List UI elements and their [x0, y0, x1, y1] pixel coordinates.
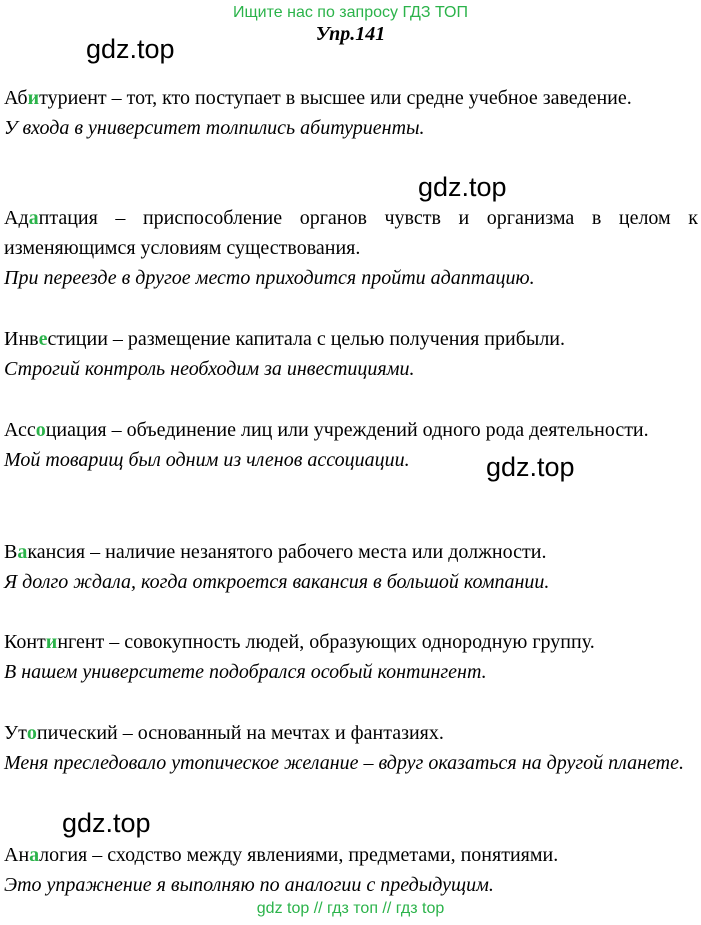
- term: кансия: [27, 541, 86, 563]
- definition: [4, 840, 698, 870]
- top-banner[interactable]: Ищите нас по запросу ГДЗ ТОП: [233, 4, 468, 21]
- entry-analogiya: [4, 840, 698, 900]
- footer-links[interactable]: gdz top // гдз топ // гдз top: [256, 900, 445, 917]
- term: Асс: [4, 419, 36, 441]
- definition-text: – совокупность людей, образующих однородную группу.: [104, 631, 595, 653]
- term: пический: [36, 722, 118, 744]
- watermark: gdz.top: [86, 34, 175, 64]
- stressed-vowel: е: [38, 328, 48, 350]
- term: Аб: [4, 87, 28, 109]
- term: Инв: [4, 328, 39, 350]
- definition: [4, 537, 698, 567]
- example-sentence: Строгий контроль необходим за инвестициями.: [4, 358, 415, 380]
- watermark: gdz.top: [62, 808, 151, 838]
- example-sentence: Это упражнение я выполняю по аналогии с предыдущим.: [4, 874, 494, 896]
- definition-text: – размещение капитала с целью получения прибыли.: [107, 328, 566, 350]
- example-sentence: У входа в университет толпились абитуриенты.: [4, 117, 425, 139]
- definition: [4, 627, 698, 657]
- term: В: [4, 541, 18, 563]
- stressed-vowel: и: [45, 631, 58, 653]
- watermark: gdz.top: [418, 172, 507, 202]
- term: логия: [39, 844, 88, 866]
- example-sentence: Меня преследовало утопическое желание – вдруг оказаться на другой планете.: [4, 752, 684, 774]
- stressed-vowel: а: [28, 207, 39, 229]
- term: стиции: [47, 328, 108, 350]
- exercise-title: Упр.141: [315, 23, 386, 45]
- watermark: gdz.top: [486, 452, 575, 482]
- entry-investitsii: [4, 324, 698, 384]
- definition-text: – основанный на мечтах и фантазиях.: [117, 722, 444, 744]
- term: нгент: [57, 631, 105, 653]
- term: Ан: [4, 844, 30, 866]
- definition-text: – сходство между явлениями, предметами, понятиями.: [87, 844, 559, 866]
- example-sentence: Мой товарищ был одним из членов ассоциации.: [4, 449, 410, 471]
- example-sentence: При переезде в другое место приходится пройти адаптацию.: [4, 267, 535, 289]
- stressed-vowel: а: [29, 844, 40, 866]
- definition: [4, 203, 698, 263]
- term: птация: [38, 207, 98, 229]
- entry-utopicheskiy: [4, 718, 698, 778]
- definition: [4, 415, 698, 445]
- entry-vakansiya: [4, 537, 698, 597]
- stressed-vowel: и: [27, 87, 40, 109]
- definition-text: – приспособление органов чувств и организма в целом к изменяющимся условиям существования.: [4, 207, 698, 259]
- stressed-vowel: о: [26, 722, 37, 744]
- entry-kontingent: [4, 627, 698, 687]
- stressed-vowel: о: [35, 419, 46, 441]
- term: Ад: [4, 207, 29, 229]
- entry-abiturient: [4, 83, 698, 143]
- example-sentence: Я долго ждала, когда откроется вакансия в большой компании.: [4, 571, 550, 593]
- definition-text: – тот, кто поступает в высшее или средне учебное заведение.: [106, 87, 632, 109]
- definition: [4, 83, 698, 113]
- entry-adaptatsiya: [4, 203, 698, 293]
- stressed-vowel: а: [17, 541, 28, 563]
- example-sentence: В нашем университете подобрался особый контингент.: [4, 661, 487, 683]
- definition: [4, 324, 698, 354]
- entry-assotsiatsiya: [4, 415, 698, 475]
- term: циация: [45, 419, 107, 441]
- definition-text: – наличие незанятого рабочего места или должности.: [85, 541, 547, 563]
- definition: [4, 718, 698, 748]
- definition-text: – объединение лиц или учреждений одного рода деятельности.: [106, 419, 649, 441]
- term: Конт: [4, 631, 46, 653]
- term: туриент: [39, 87, 107, 109]
- term: Ут: [4, 722, 27, 744]
